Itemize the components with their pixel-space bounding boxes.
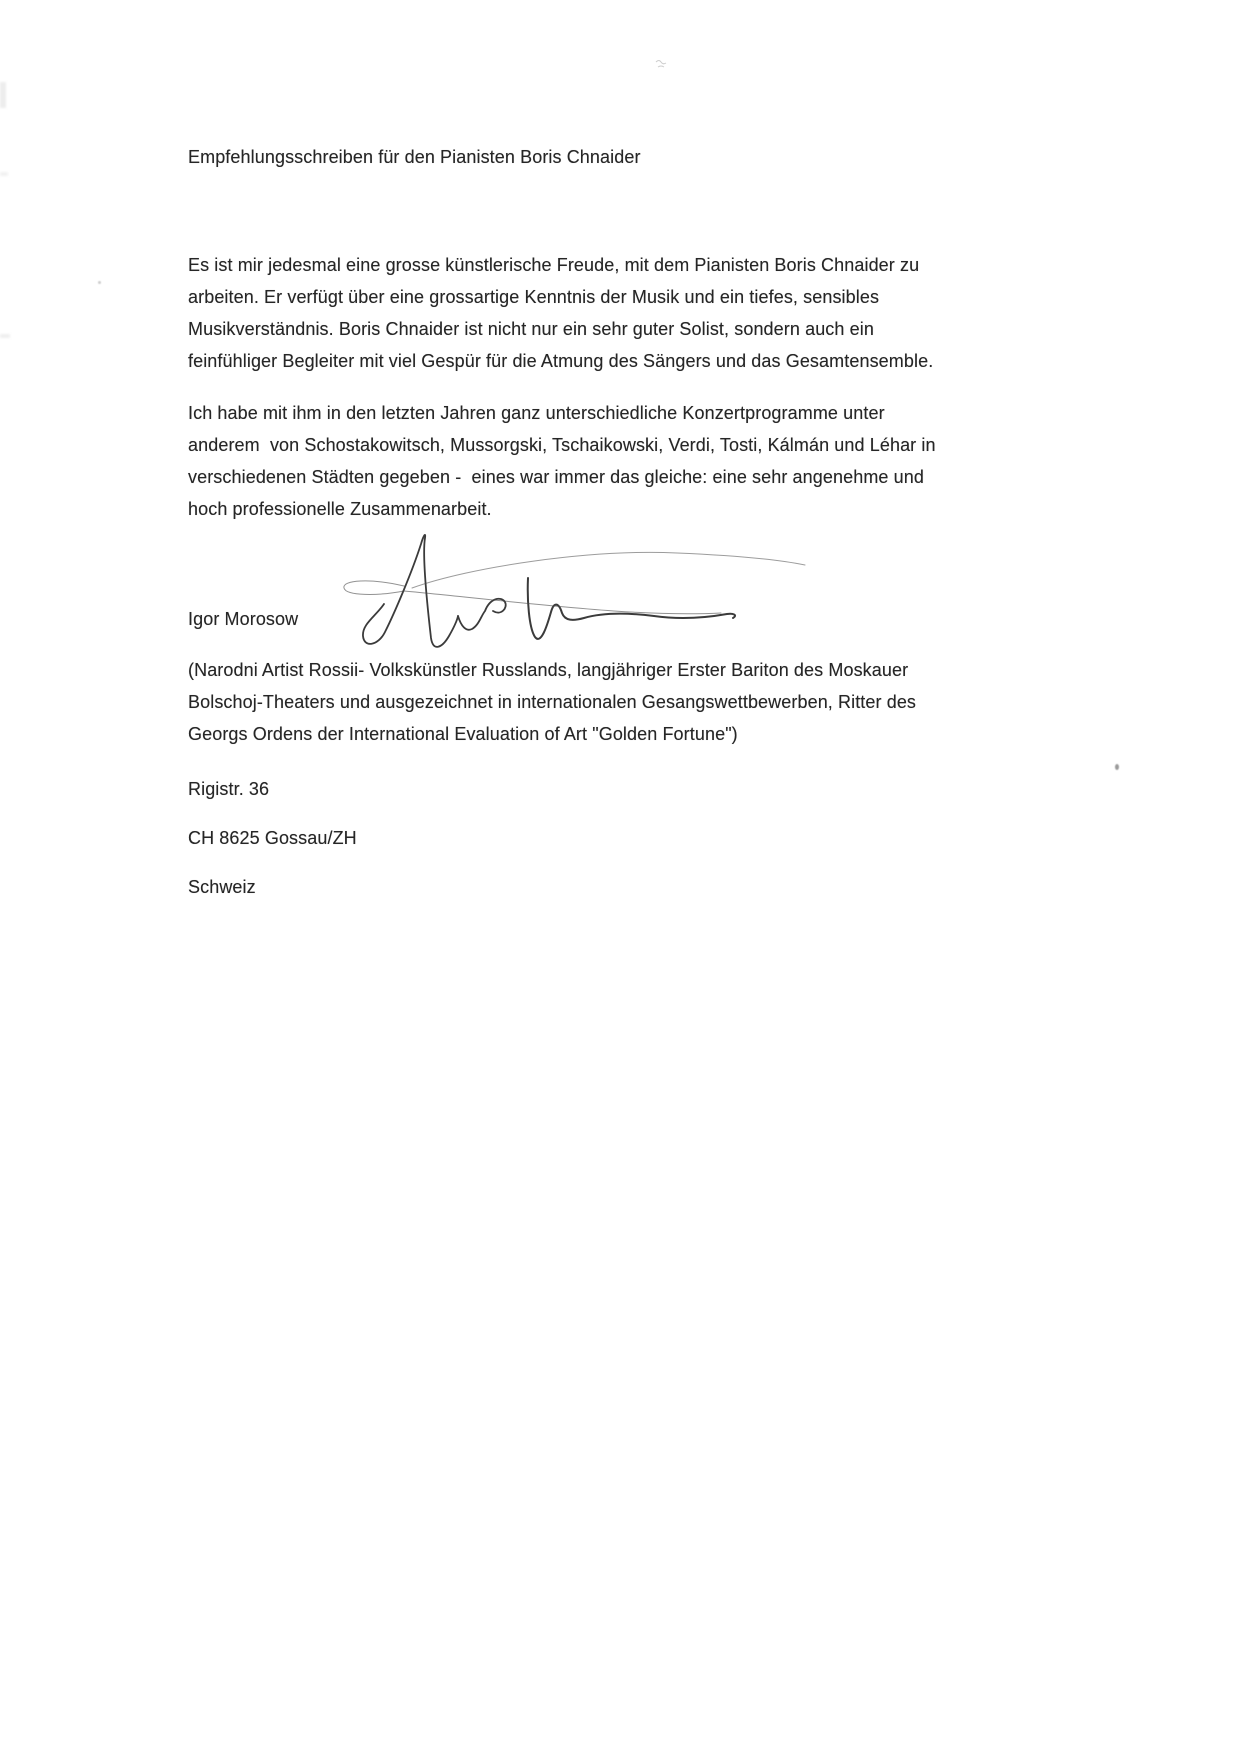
address-country: Schweiz bbox=[188, 877, 256, 897]
scan-smudge bbox=[654, 58, 668, 70]
scan-streak bbox=[0, 82, 6, 108]
paragraph1-line2: arbeiten. Er verfügt über eine grossartige Kenntnis der Musik und ein tiefes, sensibles bbox=[188, 287, 880, 307]
paragraph2-line3: verschiedenen Städten gegeben - eines war immer das gleiche: eine sehr angenehme und bbox=[188, 467, 924, 487]
handwritten-signature bbox=[300, 520, 820, 660]
paragraph2-line2: anderem von Schostakowitsch, Mussorgski, Tschaikowski, Verdi, Tosti, Kálmán und Léhar in bbox=[188, 435, 936, 455]
paragraph1-line4: feinfühliger Begleiter mit viel Gespür für die Atmung des Sängers und das Gesamtensemble. bbox=[188, 351, 934, 371]
paragraph2-line4: hoch professionelle Zusammenarbeit. bbox=[188, 499, 492, 519]
paragraph2-line1: Ich habe mit ihm in den letzten Jahren ganz unterschiedliche Konzertprogramme unter bbox=[188, 403, 885, 423]
paragraph1-line3: Musikverständnis. Boris Chnaider ist nicht nur ein sehr guter Solist, sondern auch ein bbox=[188, 319, 874, 339]
paragraph1-line1: Es ist mir jedesmal eine grosse künstlerische Freude, mit dem Pianisten Boris Chnaider zu bbox=[188, 255, 920, 275]
address-city: CH 8625 Gossau/ZH bbox=[188, 828, 357, 848]
address-street: Rigistr. 36 bbox=[188, 779, 270, 799]
signer-name: Igor Morosow bbox=[188, 609, 299, 629]
credentials-line1: (Narodni Artist Rossii- Volkskünstler Russlands, langjähriger Erster Bariton des Moskauer bbox=[188, 660, 909, 680]
scan-streak bbox=[0, 334, 10, 338]
scan-speck bbox=[98, 281, 101, 284]
credentials-line3: Georgs Ordens der International Evaluation of Art "Golden Fortune") bbox=[188, 724, 738, 744]
scan-speck bbox=[1115, 764, 1119, 770]
scan-streak bbox=[0, 172, 8, 176]
credentials-line2: Bolschoj-Theaters und ausgezeichnet in internationalen Gesangswettbewerben, Ritter des bbox=[188, 692, 917, 712]
letter-title: Empfehlungsschreiben für den Pianisten Boris Chnaider bbox=[188, 147, 641, 167]
